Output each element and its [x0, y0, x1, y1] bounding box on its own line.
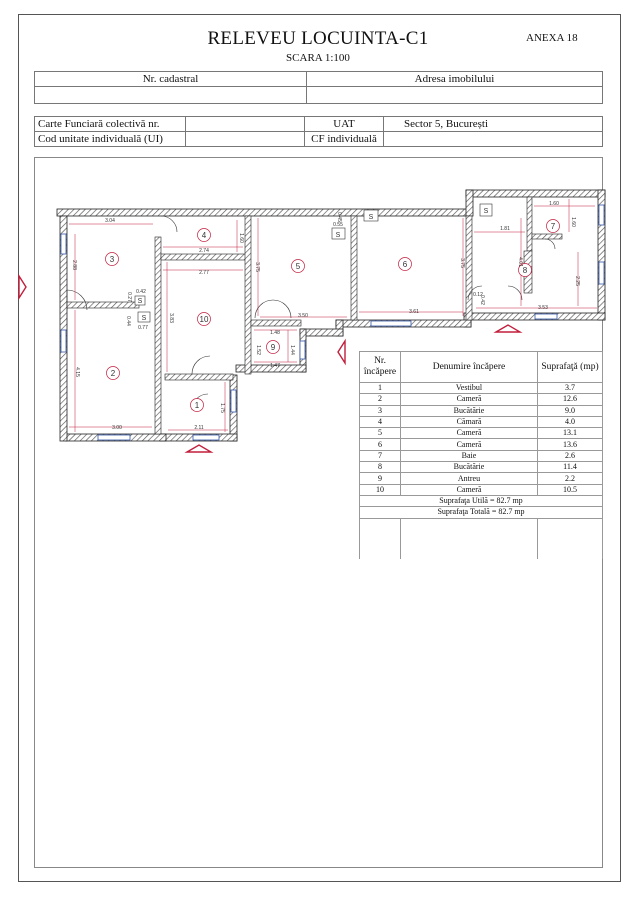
room-number-6: 6: [402, 260, 408, 269]
page-title: RELEVEU LOCUINTA-C1: [207, 28, 429, 49]
blank-cell: [401, 518, 538, 559]
dim-label: 0.45: [336, 212, 342, 222]
legend-row: [360, 416, 603, 427]
row-nr: 9: [360, 473, 401, 484]
dim-label: 3.75: [254, 262, 260, 272]
sink-symbols: [135, 204, 492, 322]
address-label: Adresa imobilului: [307, 72, 603, 87]
dim-label: 3.53: [538, 305, 548, 311]
row-nr: 5: [360, 428, 401, 439]
row-name: Cameră: [401, 439, 538, 450]
annex-label: ANEXA 18: [526, 32, 578, 44]
dim-label: 1.44: [289, 345, 295, 355]
col-area-header: Suprafaţă (mp): [538, 352, 603, 383]
dim-label: 2.25: [574, 276, 580, 286]
row-name: Antreu: [401, 473, 538, 484]
dim-label: 2.11: [194, 425, 204, 431]
row-nr: 2: [360, 394, 401, 405]
dim-label: 1.60: [549, 201, 559, 207]
dim-label: 0.44: [125, 316, 131, 326]
blank-cell: [360, 518, 401, 559]
row-area: 13.1: [538, 428, 603, 439]
cadastral-label: Nr. cadastral: [35, 72, 307, 87]
row-area: 9.0: [538, 405, 603, 416]
dim-label: 1.52: [255, 345, 261, 355]
dim-label: 0.42: [479, 295, 485, 305]
legend-row: [360, 462, 603, 473]
row-area: 3.7: [538, 383, 603, 394]
legend-row: [360, 394, 603, 405]
legend-row: [360, 428, 603, 439]
useful-area: Suprafaţa Utilă = 82.7 mp: [360, 495, 603, 506]
row-area: 13.6: [538, 439, 603, 450]
dim-label: 0.12: [473, 292, 483, 298]
row-name: Baie: [401, 450, 538, 461]
row-nr: 3: [360, 405, 401, 416]
dim-label: 4.01: [517, 257, 523, 267]
row-area: 4.0: [538, 416, 603, 427]
row-name: Bucătărie: [401, 405, 538, 416]
dim-label: 1.48: [270, 330, 280, 336]
dim-label: 2.88: [71, 260, 77, 270]
dim-label: 4.15: [74, 367, 80, 377]
room-number-4: 4: [201, 231, 207, 240]
row-area: 2.6: [538, 450, 603, 461]
sink-label: S: [141, 315, 147, 322]
room-number-5: 5: [295, 262, 301, 271]
col-nr-header: Nr. încăpere: [360, 352, 401, 383]
room-number-8: 8: [522, 266, 528, 275]
cf-individual-label: CF individuală: [305, 132, 384, 147]
room-number-3: 3: [109, 255, 115, 264]
row-area: 11.4: [538, 462, 603, 473]
dim-label: 3.61: [409, 309, 419, 315]
legend-row: [360, 484, 603, 495]
row-area: 2.2: [538, 473, 603, 484]
row-nr: 6: [360, 439, 401, 450]
legend-row: [360, 405, 603, 416]
room-number-1: 1: [194, 401, 200, 410]
col-name-header: Denumire încăpere: [401, 352, 538, 383]
uat-value: Sector 5, București: [384, 117, 603, 132]
dim-label: 1.75: [219, 403, 225, 413]
dim-label: 1.60: [238, 233, 244, 243]
dim-label: 0.55: [333, 222, 343, 228]
dim-label: 3.04: [105, 218, 115, 224]
legend-row: [360, 383, 603, 394]
row-nr: 1: [360, 383, 401, 394]
sink-label: S: [483, 208, 489, 215]
cf-collective-label: Carte Funciară colectivă nr.: [35, 117, 186, 132]
legend-row: [360, 473, 603, 484]
room-number-9: 9: [270, 343, 276, 352]
total-area: Suprafaţa Totală = 82.7 mp: [360, 507, 603, 518]
sink-label: S: [137, 298, 143, 305]
row-area: 10.5: [538, 484, 603, 495]
row-name: Cameră: [401, 484, 538, 495]
dim-label: 3.83: [168, 313, 174, 323]
row-name: Bucătărie: [401, 462, 538, 473]
room-number-7: 7: [550, 222, 556, 231]
room-number-10: 10: [199, 315, 209, 324]
dim-label: 1.47: [270, 363, 280, 369]
dim-label: 0.77: [138, 325, 148, 331]
sink-label: S: [368, 214, 374, 221]
row-name: Cameră: [401, 428, 538, 439]
row-name: Cămară: [401, 416, 538, 427]
row-nr: 4: [360, 416, 401, 427]
blank-cell: [538, 518, 603, 559]
row-name: Vestibul: [401, 383, 538, 394]
dim-label: 0.27: [126, 292, 132, 302]
dim-label: 3.00: [112, 425, 122, 431]
dim-label: 2.77: [199, 270, 209, 276]
uat-label: UAT: [305, 117, 384, 132]
room-legend-table: [359, 351, 603, 559]
ui-code-label: Cod unitate individuală (UI): [35, 132, 186, 147]
dim-label: 3.50: [298, 313, 308, 319]
sink-label: S: [335, 232, 341, 239]
legend-row: [360, 439, 603, 450]
row-nr: 8: [360, 462, 401, 473]
dim-label: 3.75: [459, 258, 465, 268]
room-number-2: 2: [110, 369, 116, 378]
row-nr: 7: [360, 450, 401, 461]
dim-label: 2.74: [199, 248, 209, 254]
row-name: Cameră: [401, 394, 538, 405]
legend-row: [360, 450, 603, 461]
row-area: 12.6: [538, 394, 603, 405]
dim-label: 1.60: [570, 217, 576, 227]
dim-label: 1.81: [500, 226, 510, 232]
scale-label: SCARA 1:100: [286, 52, 350, 64]
dim-label: 0.42: [136, 289, 146, 295]
row-nr: 10: [360, 484, 401, 495]
